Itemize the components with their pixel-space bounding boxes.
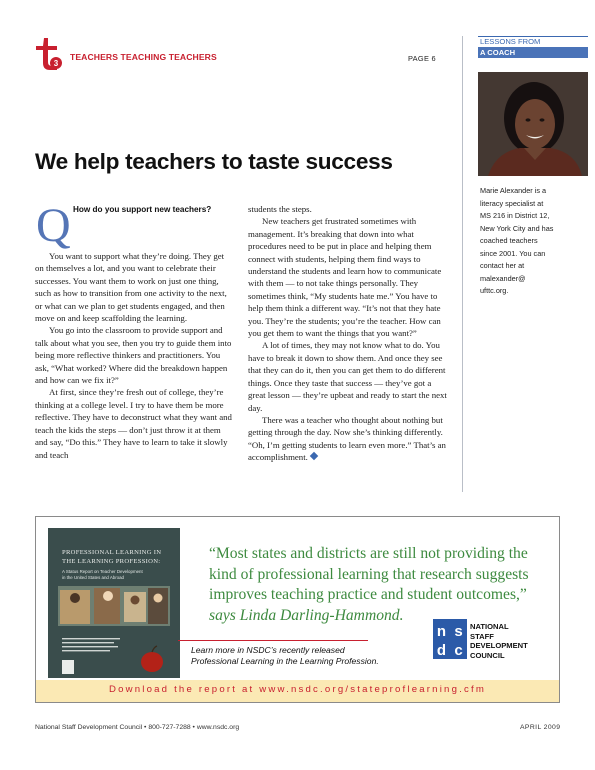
footer-contact: National Staff Development Council • 800-727-7288 • www.nsdc.org — [35, 724, 240, 731]
coach-portrait-photo — [478, 72, 588, 176]
ad-quote — [209, 544, 539, 626]
end-diamond-icon — [310, 452, 318, 460]
bio-line: coached teachers — [480, 236, 538, 245]
sidebar-tag-line2: A COACH — [478, 47, 588, 58]
bio-line: Marie Alexander is a — [480, 186, 547, 195]
coach-bio — [480, 185, 585, 298]
section-title: TEACHERS TEACHING TEACHERS — [70, 52, 217, 62]
bio-line: literacy specialist at — [480, 198, 544, 208]
nsdc-name-line: NATIONAL — [470, 622, 509, 631]
paragraph-text: There was a teacher who thought about nothing but getting through the day. Now she’s thinking differently. “Oh, I’m getting students to learn even more.” That’s an accomplishment. — [248, 414, 446, 463]
logo-letter: c — [454, 642, 463, 659]
question-dropcap: Q — [36, 199, 71, 252]
paragraph: students the steps. — [248, 204, 312, 214]
quote-attribution: says Linda Darling-Hammond. — [209, 606, 404, 624]
nsdc-logo-icon — [433, 619, 467, 659]
bio-line: New York City and has — [480, 223, 554, 233]
ad-learn-more-line1: Learn more in NSDC’s recently released — [191, 645, 345, 655]
cover-subtitle-line1: A Status Report on Teacher Development — [62, 569, 143, 574]
interview-question: How do you support new teachers? — [73, 205, 212, 214]
sidebar-divider — [462, 36, 463, 492]
paragraph — [248, 414, 448, 464]
nsdc-name-line: DEVELOPMENT — [470, 641, 528, 651]
page-number: PAGE 6 — [408, 54, 436, 63]
quote-text: “Most states and districts are still not providing the kind of professional learning that research suggests improves teaching practice and student outcomes,” — [209, 545, 529, 603]
bio-line: malexander@ — [480, 273, 526, 283]
article-column-2 — [248, 203, 448, 464]
bio-line: since 2001. You can — [480, 248, 546, 258]
paragraph: At first, since they’re fresh out of college, they’re thinking at a college level. I try to have them be more reflective. They have to deconstruct what they want and teach the kids the steps — don’t just throw it at them and say, “Do this.” They have to learn to take it slowly and teach — [35, 387, 232, 460]
paragraph: You want to support what they’re doing. They get on themselves a lot, and you want to celebrate their successes. You want them to work on just one thing, such as how to transition from one activity to the next, or what can we plan to get students engaged, and then move on and keep scaffolding the learning. — [35, 251, 227, 324]
logo-letter: d — [436, 642, 447, 659]
logo-letter: n — [436, 623, 447, 640]
ad-learn-more-line2: Professional Learning in the Learning Profession. — [191, 656, 379, 666]
download-report-link[interactable]: Download the report at www.nsdc.org/stateproflearning.cfm — [108, 684, 487, 695]
bio-line: contact her at — [480, 261, 525, 270]
nsdc-name-line: STAFF — [470, 631, 494, 641]
footer-date: APRIL 2009 — [520, 724, 561, 731]
cover-title-line2: THE LEARNING PROFESSION: — [62, 558, 161, 565]
ad-divider — [178, 640, 368, 641]
bio-line: MS 216 in District 12, — [480, 211, 550, 220]
paragraph: You go into the classroom to provide support and talk about what you see, then you try to guide them into being more reflective thinkers and practitioners. You ask, “What worked? Where did the breakdown happen and how can we fix it?” — [35, 325, 232, 386]
paragraph: A lot of times, they may not know what to do. You have to break it down to show them. And once they see that they can do it, then you can get them to do different things. Once they taste that success — they’ve got a great lesson — they’re upbeat and ready to start the next day. — [248, 340, 447, 413]
sidebar-tag — [478, 36, 588, 58]
article-column-1 — [35, 250, 235, 461]
ttt-logo-icon — [30, 36, 68, 72]
paragraph: New teachers get frustrated sometimes with management. It’s breaking that down into what procedures need to be put in place and helping them connect with students, helping them find ways to understand the students and learn how to communicate with them — to not take things personally. They sometimes think, “My students hate me.” You have to help them think a different way. “It’s not that they hate you. They’re the students; you’re the teacher. How can you get them to want the things that you want?” — [248, 216, 442, 339]
sidebar-tag-line1: LESSONS FROM — [478, 36, 588, 47]
cover-title-line1: PROFESSIONAL LEARNING IN — [62, 549, 162, 556]
nsdc-name-line: COUNCIL — [470, 650, 505, 660]
cover-subtitle-line2: in the United States and Abroad — [62, 575, 125, 580]
logo-number: 3 — [53, 59, 59, 68]
report-cover-image[interactable] — [48, 528, 180, 678]
article-headline: We help teachers to taste success — [35, 149, 393, 174]
bio-line: ufttc.org. — [480, 286, 509, 295]
nsdc-name — [470, 622, 528, 660]
logo-letter: s — [454, 623, 463, 640]
